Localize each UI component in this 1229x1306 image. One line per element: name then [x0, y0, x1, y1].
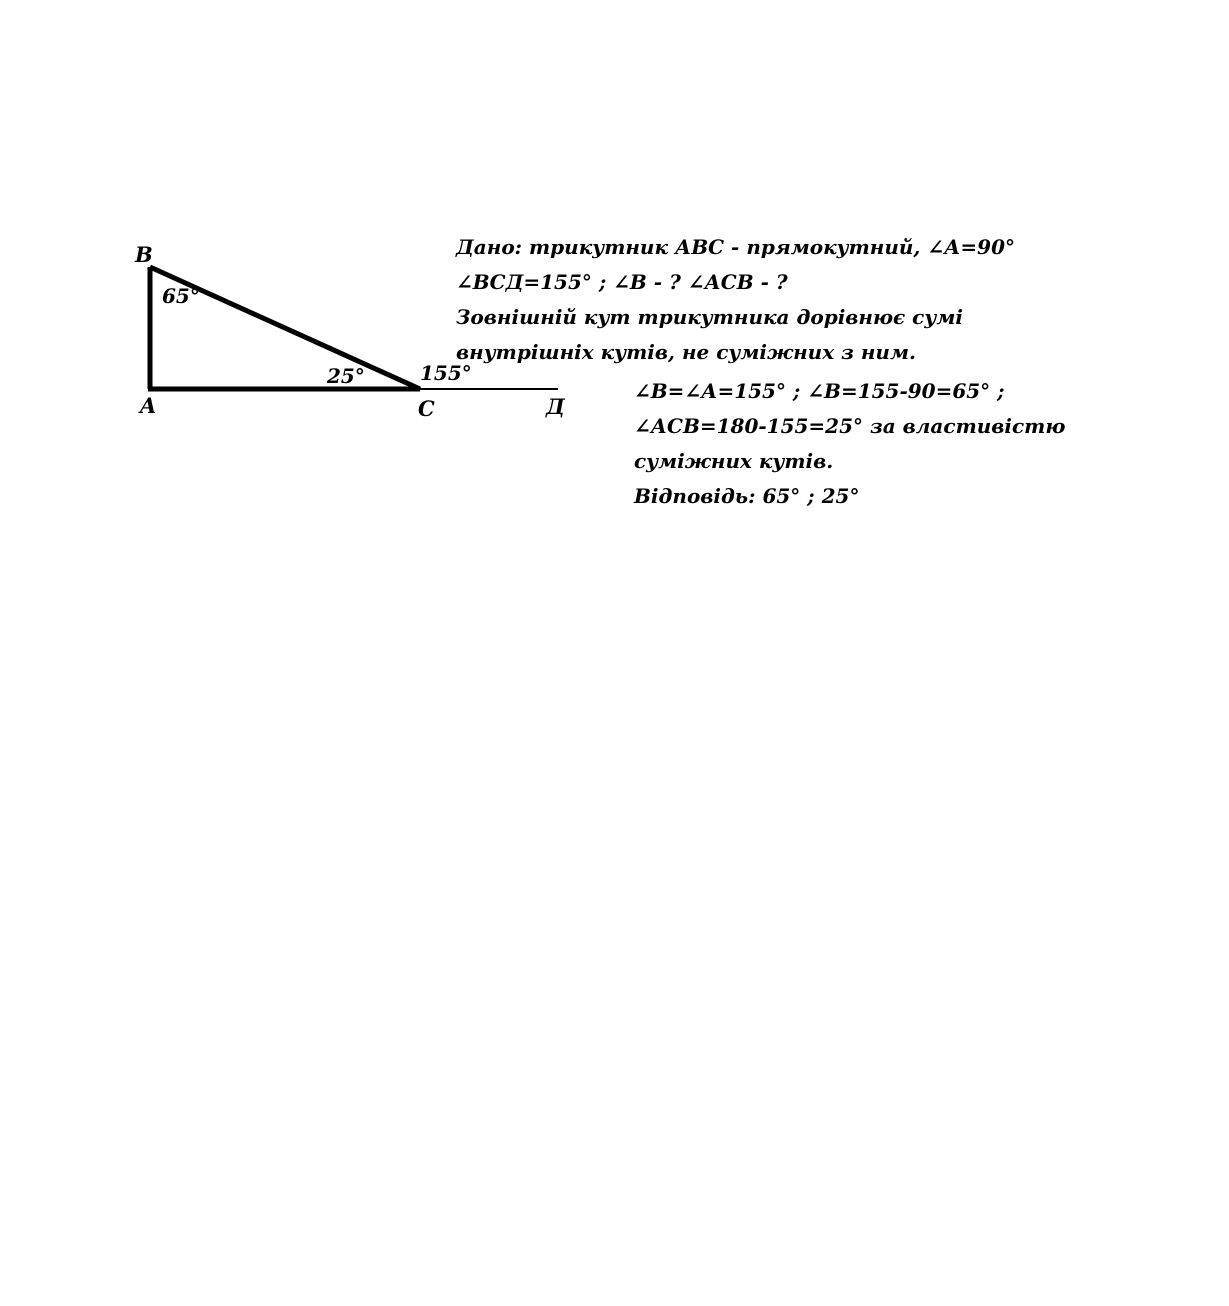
- angle-label-C-outer: 155°: [420, 361, 472, 385]
- solution-line-2: ∠АСВ=180-155=25° за властивістю: [634, 414, 1066, 438]
- solution-text-block: [634, 374, 1065, 514]
- point-label-C: C: [418, 396, 435, 421]
- given-line-1: Дано: трикутник АВС - прямокутний, ∠А=90°: [456, 235, 1015, 259]
- point-label-A: A: [140, 393, 157, 418]
- point-label-D: Д: [546, 394, 565, 419]
- given-line-2: ∠ВСД=155° ; ∠В - ? ∠АСВ - ?: [456, 270, 788, 294]
- angle-label-B: 65°: [162, 284, 200, 308]
- given-line-3: Зовнішній кут трикутника дорівнює сумі: [456, 305, 963, 329]
- point-label-B: B: [135, 242, 153, 267]
- given-text-block: [456, 230, 1015, 370]
- angle-label-C-inner: 25°: [327, 364, 365, 388]
- solution-line-3: суміжних кутів.: [634, 449, 834, 473]
- given-line-4: внутрішніх кутів, не суміжних з ним.: [456, 340, 916, 364]
- solution-line-1: ∠В=∠А=155° ; ∠В=155-90=65° ;: [634, 379, 1005, 403]
- answer-line: Відповідь: 65° ; 25°: [634, 484, 860, 508]
